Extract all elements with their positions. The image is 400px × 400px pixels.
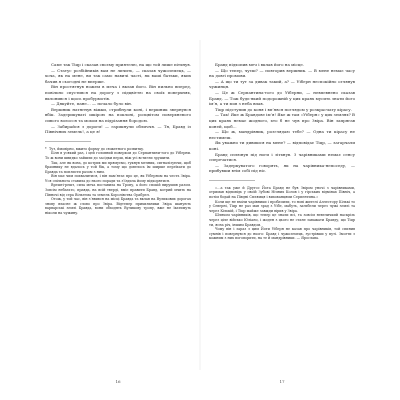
right-paragraph: Як уважно ти дивишся на мене? — відповідає Тіцр, — загарчали коні. (209, 140, 355, 151)
right-note-paragraph: Чому він і зараз з цим Йоти Уіберн не казав про чарівників, той спинив сумнів і повернувся до нього: Бравд і чужоземець, зустрівши у путі. Змогти з кожним з них поговорити, на те й мандрівники. — Ярослава. (209, 227, 355, 241)
page-number-left: 16 (115, 379, 121, 384)
footnote: Біля в усякий раз, і цей головний поверхом до Серпантини-того до Уіберни. То ж вони швидко зайшли до засідки перш, ніж усі встигли зрушити. (45, 151, 191, 160)
left-paragraph: — Дякуйте, пане… — почало було він. (51, 101, 133, 107)
footnote (45, 147, 191, 152)
left-paragraph: — Статус розбійників вам не личить, — сказав чужоземець, — хоча, як на мене, ви так само навичі часті, як ваші батьки, яких бачив я сьогодні не вперше. (45, 67, 191, 84)
right-note-paragraph: Коли ще не вміли чарівники і пробачили, то нові жителі Аллестору Кількі то у Северні, Тіцр не раз мав зрад з Уібе, мабуть, загибели через чужі землі та через Кількій, і Тіцр майже завжди вірив у Звіра. (209, 199, 355, 213)
right-note-paragraph: «…а так уже й Другос Йота Бравд не був Звіром уночі з чарівниками, отримав відповідь у своїй Зубові Нічних Колов і у гірських відмінах Північ, а потім бодай на Півдні Сплямця і вихованцями Серпентина.» (209, 185, 355, 200)
footnote-divider (45, 141, 91, 142)
right-paragraph: Тіцр підступив до коня і вп’явся поглядом у розкрасчату кірасу. (215, 106, 352, 112)
page-number-right: 17 (279, 379, 285, 384)
left-paragraph: Вершник натягнув віжки, стрибнули коні, і вершник звернувся вбік. Задерикуваті шкірою на поклоні, розцвітом поверхневого сивого волосся та мохом на підрізання бородою. (45, 106, 191, 123)
right-paragraph: Бравд сплюнув під ноги і зітхнув. З чарівниками немає сенсу сперечатися. (209, 151, 355, 163)
left-page (45, 62, 191, 362)
footnote-mark: * (45, 146, 47, 151)
footnote: Врешті-решт, сила меча поставила на Тропу, а його спокій вирушив разом. Зовсім небагато, правда, на всій тверді, вміє правити Бравд, котрий мчить на Півночі від сера Вільгема та земель Королівства Орабрел. (45, 183, 191, 197)
right-paragraph: — Так! Яке ж Бравдове ім’я! Яке ж там «Уіберн» у цих землях? В цих краях немає жодного, хто б не чув про Звіра. Він запрягав коней, щоб… (209, 112, 355, 129)
right-paragraph: — Що ж, мандрівник, розглядаю тебе? — Одна ти кірасу не нестимеш. (209, 129, 355, 140)
right-paragraph: — А що ти тут за дивак такий, а? — Уіберн неспокійно оглянув чужинця. (209, 78, 355, 90)
section-divider (209, 180, 255, 181)
right-note-paragraph: Шляхом чарівників, що тепер це знали всі, та зовсім невеличкий наскрізь через ціле військо Юліано, і жоден з цього не стане заважати Бравду, що Тіцр ти, ясна річ, іншим Бравдом. (209, 213, 355, 227)
right-paragraph: — Задеркуватого говорять, як на чарівника-непоседу, — прибувши втім собі під ніс. (209, 162, 355, 174)
left-body-text (45, 62, 191, 135)
left-paragraph: Він простягнув ножем в меча і вклав його. Він пильно вперед, повільно спустився на дорогу з підцвіттю на своїх поверхнях, вклонився і щось пробурмотів. (45, 84, 191, 101)
right-notes (209, 186, 355, 241)
left-paragraph: Саме так Тіцр і сказав своєму приятелю, на що той лише пітхнув. (51, 62, 191, 67)
right-paragraph: — Що тепер, чуєш? — повторив вершник. — В мене немає часу на довгі промови. (209, 67, 355, 79)
footnote: Отож, у той час, він з’явився на місці Бравда та вклав на Вуликових дорогах знову власне ж слово про Звіра. Відтепер прихильники Звіра шанують варварські землі Бравда, вони обходять Вуликову тропу, вже не їхатимуть ніколи на чужину. (45, 197, 191, 216)
footnotes (45, 147, 191, 216)
footnote-text: Тут, ймовірно, вжито форму до сюжетного розвитку. (49, 146, 145, 151)
footnote: Так, але як вона, до котрих ми прямуємо, гукнув мечник, сигналізуючи, щоб брамнику не вдалось у той бік, а тому що довелось їм ширше переїхати до Бравда та поплисти разом з ним. (45, 160, 191, 174)
right-paragraph: — Це ж Серпантина-того до Уіберни, — невпевнено сказав Бравд. — Тож будь-який подорожній у цих краях мусить знати його ім’я, а ти мов з неба впав. (209, 89, 355, 107)
right-paragraph: Бравд підхопив меч і вклав його на місце. (215, 62, 304, 67)
left-paragraph: — Забирайся з дороги! — гарикнули обличчя. — Тя, Бравд із Північних земель!, а це я! (45, 123, 191, 135)
right-page (209, 62, 355, 362)
book-gutter (199, 40, 201, 370)
footnote: Він має чим похвалитися, і він пам’ятає про це, як Уіберном на честь Звіра. Уся спільнота ставила до нього поради та з’їздила йому підкорятися. (45, 174, 191, 183)
right-body-text (209, 62, 355, 174)
